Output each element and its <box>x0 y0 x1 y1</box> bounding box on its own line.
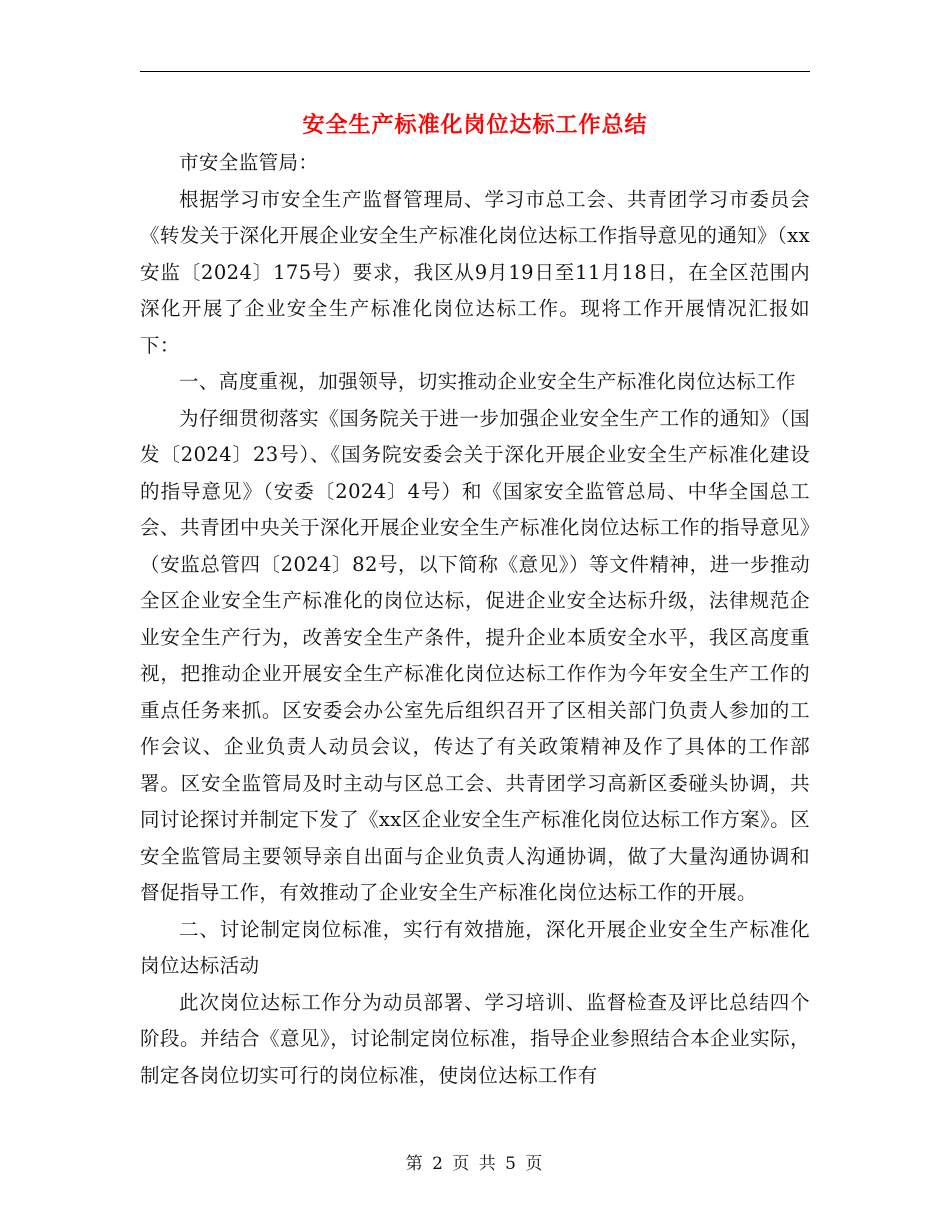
paragraph-intro: 根据学习市安全生产监督管理局、学习市总工会、共青团学习市委员会《转发关于深化开展企业安全生产标准化岗位达标工作指导意见的通知》（xx安监〔2024〕175号）要求，我区从9月19日至11月18日，在全区范围内深化开展了企业安全生产标准化岗位达标工作。现将工作开展情况汇报如下： <box>140 187 810 357</box>
salutation: 市安全监管局： <box>179 151 319 174</box>
document-title: 安全生产标准化岗位达标工作总结 <box>302 113 648 138</box>
header-rule <box>140 71 810 72</box>
paragraph-section-2: 此次岗位达标工作分为动员部署、学习培训、监督检查及评比总结四个阶段。并结合《意见》，讨论制定岗位标准，指导企业参照结合本企业实际，制定各岗位切实可行的岗位标准，使岗位达标工作有 <box>140 990 810 1087</box>
paragraph-section-1: 为仔细贯彻落实《国务院关于进一步加强企业安全生产工作的通知》（国发〔2024〕23号）、《国务院安委会关于深化开展企业安全生产标准化建设的指导意见》（安委〔2024〕4号）和《国家安全监管总局、中华全国总工会、共青团中央关于深化开展企业安全生产标准化岗位达标工作的指导意见》（安监总管四〔2024〕82号，以下简称《意见》）等文件精神，进一步推动全区企业安全生产标准化的岗位达标，促进企业安全达标升级，法律规范企业安全生产行为，改善安全生产条件，提升企业本质安全水平，我区高度重视，把推动企业开展安全生产标准化岗位达标工作作为今年安全生产工作的重点任务来抓。区安委会办公室先后组织召开了区相关部门负责人参加的工作会议、企业负责人动员会议，传达了有关政策精神及作了具体的工作部署。区安全监管局及时主动与区总工会、共青团学习高新区委碰头协调，共同讨论探讨并制定下发了《xx区企业安全生产标准化岗位达标工作方案》。区安全监管局主要领导亲自出面与企业负责人沟通协调，做了大量沟通协调和督促指导工作，有效推动了企业安全生产标准化岗位达标工作的开展。 <box>140 406 810 904</box>
document-body <box>140 145 810 1094</box>
section-heading-2: 二、讨论制定岗位标准，实行有效措施，深化开展企业安全生产标准化岗位达标活动 <box>140 917 810 977</box>
section-heading-1: 一、高度重视，加强领导，切实推动企业安全生产标准化岗位达标工作 <box>179 370 796 393</box>
page-number-footer: 第 2 页 共 5 页 <box>405 1154 545 1174</box>
